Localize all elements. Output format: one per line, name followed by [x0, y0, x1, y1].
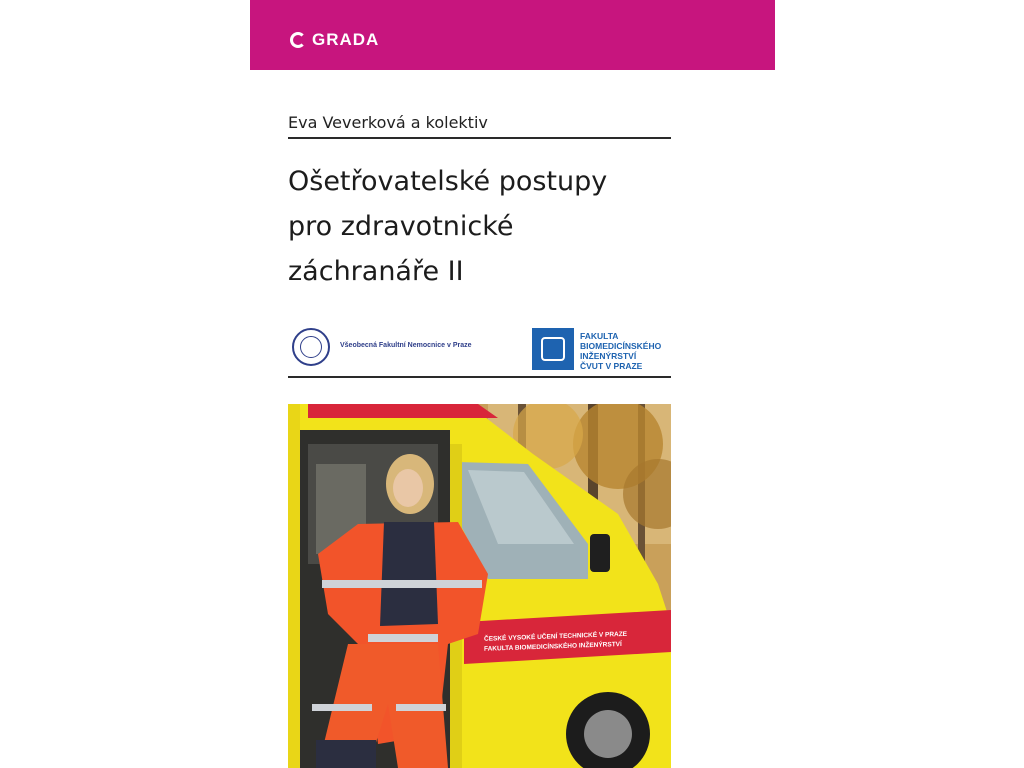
hospital-seal-icon	[292, 328, 330, 366]
publisher-band	[250, 0, 775, 70]
hospital-name: Všeobecná Fakultní Nemocnice v Praze	[340, 342, 472, 349]
vehicle-lettering-line: FAKULTA BIOMEDICÍNSKÉHO INŽENÝRSTVÍ	[484, 640, 622, 653]
faculty-name-line: INŽENÝRSTVÍ	[580, 351, 637, 361]
faculty-lion-icon	[532, 328, 574, 370]
author-name: Eva Veverková a kolektiv	[288, 113, 488, 132]
title-line: záchranáře II	[288, 256, 464, 287]
faculty-name-line: FAKULTA	[580, 331, 619, 341]
title-line: Ošetřovatelské postupy	[288, 166, 608, 197]
faculty-name-line: BIOMEDICÍNSKÉHO	[580, 341, 662, 351]
ambulance-scene-illustration	[288, 404, 671, 768]
book-cover	[250, 0, 775, 768]
title-line: pro zdravotnické	[288, 211, 514, 242]
grada-swirl-icon	[290, 32, 306, 48]
vehicle-lettering-line: ČESKÉ VYSOKÉ UČENÍ TECHNICKÉ V PRAZE	[484, 630, 628, 643]
book-title	[288, 159, 708, 294]
institution-logos	[288, 324, 671, 370]
divider-bottom	[288, 376, 671, 378]
cover-photo	[288, 404, 671, 768]
divider-top	[288, 137, 671, 139]
publisher-name: GRADA	[312, 30, 380, 49]
faculty-name-line: ČVUT V PRAZE	[580, 361, 643, 371]
faculty-name	[580, 331, 661, 371]
grada-logo	[290, 30, 379, 50]
